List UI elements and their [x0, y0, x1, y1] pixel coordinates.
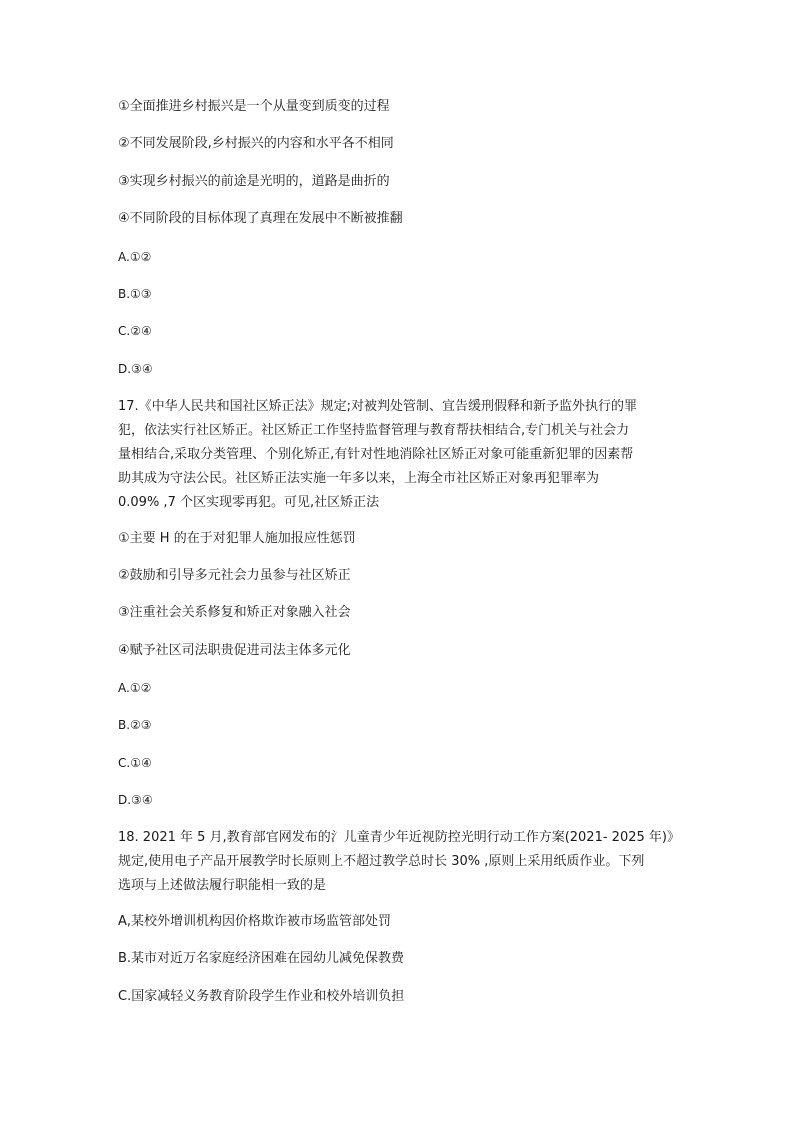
q17-statement-2: ②鼓励和引导多元社会力虽参与社区矫正	[118, 568, 351, 583]
q17-stem-line-1: 17.《中华人民共和国社区矫正法》规定;对被判处管制、宜告缓刑假释和新予监外执行的罪	[118, 399, 638, 414]
q17-stem-line-4: 助其成为守法公民。社区矫正法实施一年多以来，上海全市社区矫正对象再犯罪率为	[118, 471, 600, 486]
q16-statement-1: ①全面推进乡村振兴是一个从量变到质变的过程	[118, 99, 390, 114]
q17-statement-4: ④赋予社区司法职贵促进司法主体多元化	[118, 643, 351, 658]
q17-option-b: B.②③	[118, 718, 152, 732]
q16-option-d: D.③④	[118, 362, 153, 376]
q17-stem-line-2: 犯，依法实行社区矫正。社区矫正工作坚持监督管理与教育帮扶相结合,专门机关与社会力	[118, 423, 630, 438]
q16-statement-2: ②不同发展阶段,乡村振兴的内容和水平各不相同	[118, 136, 394, 151]
q16-statement-3: ③实现乡村振兴的前途是光明的，道路是曲折的	[118, 174, 390, 189]
q18-stem-line-2: 规定,使用电子产品开展教学时长原则上不超过教学总时长 30% ,原则上采用纸质作业。下列	[118, 854, 645, 869]
q18-option-b: B.某市对近万名家庭经济困难在园幼儿减免保教费	[118, 951, 405, 966]
q16-statement-4: ④不同阶段的目标体现了真理在发展中不断被推翻	[118, 211, 403, 226]
q16-option-b: B.①③	[118, 287, 152, 301]
q18-option-a: A,某校外增训机构因价格欺诈被市场监管部处罚	[118, 914, 392, 929]
q17-option-d: D.③④	[118, 793, 153, 807]
q18-stem-line-3: 选项与上述做法履行职能相一致的是	[118, 878, 327, 893]
q16-option-a: A.①②	[118, 250, 152, 264]
q17-statement-1: ①主要 H 的在于对犯罪人施加报应性惩罚	[118, 531, 356, 546]
q17-option-c: C.①④	[118, 756, 152, 770]
q17-statement-3: ③注重社会关系修复和矫正对象融入社会	[118, 605, 351, 620]
q18-stem-line-1: 18. 2021 年 5 月,教育部官网发布的氵儿童青少年近视防控光明行动工作方案(2021- 2025 年)》	[118, 830, 680, 845]
q17-option-a: A.①②	[118, 681, 152, 695]
q16-option-c: C.②④	[118, 324, 152, 338]
q17-stem-line-5: 0.09% ,7 个区实现零再犯。可见,社区矫正法	[118, 495, 380, 510]
q17-stem-line-3: 量相结合,采取分类管理、个别化矫正,有针对性地消除社区矫正对象可能重新犯罪的因素帮	[118, 447, 634, 462]
q18-option-c: C.国家减轻义务教育阶段学生作业和校外培训负担	[118, 989, 405, 1004]
